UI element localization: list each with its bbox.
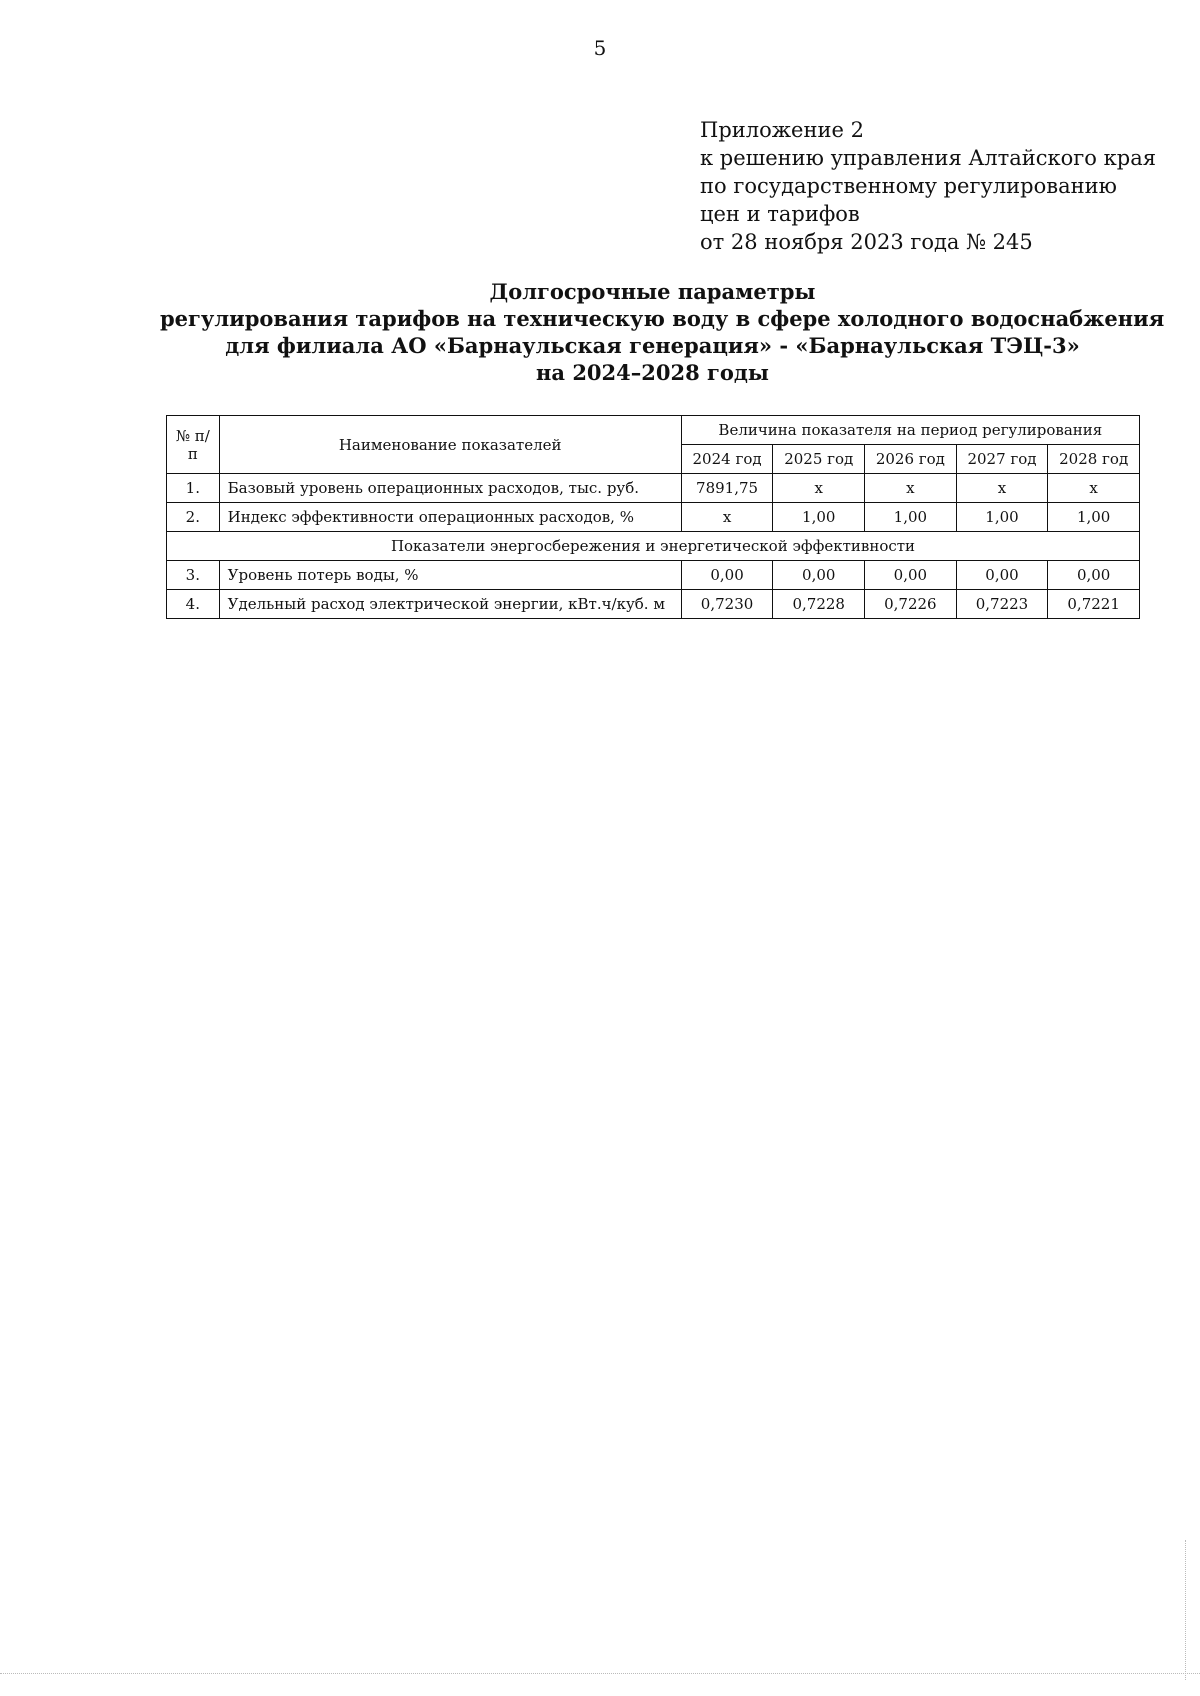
title-line: регулирования тарифов на техническую воду в сфере холодного водоснабжения [160, 306, 1165, 331]
row-value: 1,00 [956, 503, 1048, 532]
header-period: Величина показателя на период регулирования [681, 416, 1139, 445]
row-num: 4. [167, 590, 220, 619]
title-line: на 2024–2028 годы [536, 360, 769, 385]
row-num: 2. [167, 503, 220, 532]
row-value: 0,00 [865, 561, 957, 590]
row-name: Индекс эффективности операционных расходов, % [219, 503, 681, 532]
header-year: 2028 год [1048, 445, 1140, 474]
appendix-line: от 28 ноября 2023 года № 245 [700, 230, 1033, 254]
row-num: 1. [167, 474, 220, 503]
row-value: 1,00 [773, 503, 865, 532]
document-title [160, 278, 1165, 386]
table-header-row [167, 416, 1140, 445]
row-value: х [681, 503, 773, 532]
row-num: 3. [167, 561, 220, 590]
row-value: 0,00 [956, 561, 1048, 590]
row-value: х [956, 474, 1048, 503]
header-name: Наименование показателей [219, 416, 681, 474]
row-value: 1,00 [1048, 503, 1140, 532]
row-value: 0,00 [1048, 561, 1140, 590]
row-value: 0,7223 [956, 590, 1048, 619]
row-value: 7891,75 [681, 474, 773, 503]
row-value: х [1048, 474, 1140, 503]
scan-artifact-line [0, 1673, 1200, 1674]
appendix-line: цен и тарифов [700, 202, 860, 226]
row-name: Базовый уровень операционных расходов, тыс. руб. [219, 474, 681, 503]
header-year: 2025 год [773, 445, 865, 474]
section-title: Показатели энергосбережения и энергетической эффективности [167, 532, 1140, 561]
page-number: 5 [593, 36, 607, 60]
row-value: 0,00 [773, 561, 865, 590]
row-value: 0,7228 [773, 590, 865, 619]
row-value: 0,7226 [865, 590, 957, 619]
row-value: х [865, 474, 957, 503]
table-row [167, 561, 1140, 590]
row-value: 0,7230 [681, 590, 773, 619]
row-value: 0,00 [681, 561, 773, 590]
appendix-line: по государственному регулированию [700, 174, 1117, 198]
appendix-line: к решению управления Алтайского края [700, 146, 1156, 170]
header-num: № п/п [167, 416, 220, 474]
header-year: 2026 год [865, 445, 957, 474]
scan-artifact-line [1185, 1540, 1186, 1680]
row-value: х [773, 474, 865, 503]
row-name: Уровень потерь воды, % [219, 561, 681, 590]
header-year: 2027 год [956, 445, 1048, 474]
table-row [167, 590, 1140, 619]
row-value: 1,00 [865, 503, 957, 532]
table-row [167, 503, 1140, 532]
title-line: для филиала АО «Барнаульская генерация» - «Барнаульская ТЭЦ-3» [225, 333, 1080, 358]
appendix-block [700, 116, 1156, 256]
appendix-line: Приложение 2 [700, 118, 864, 142]
parameters-table [166, 415, 1140, 619]
title-line: Долгосрочные параметры [489, 279, 816, 304]
table-section-row [167, 532, 1140, 561]
table-row [167, 474, 1140, 503]
row-name: Удельный расход электрической энергии, кВт.ч/куб. м [219, 590, 681, 619]
header-year: 2024 год [681, 445, 773, 474]
row-value: 0,7221 [1048, 590, 1140, 619]
